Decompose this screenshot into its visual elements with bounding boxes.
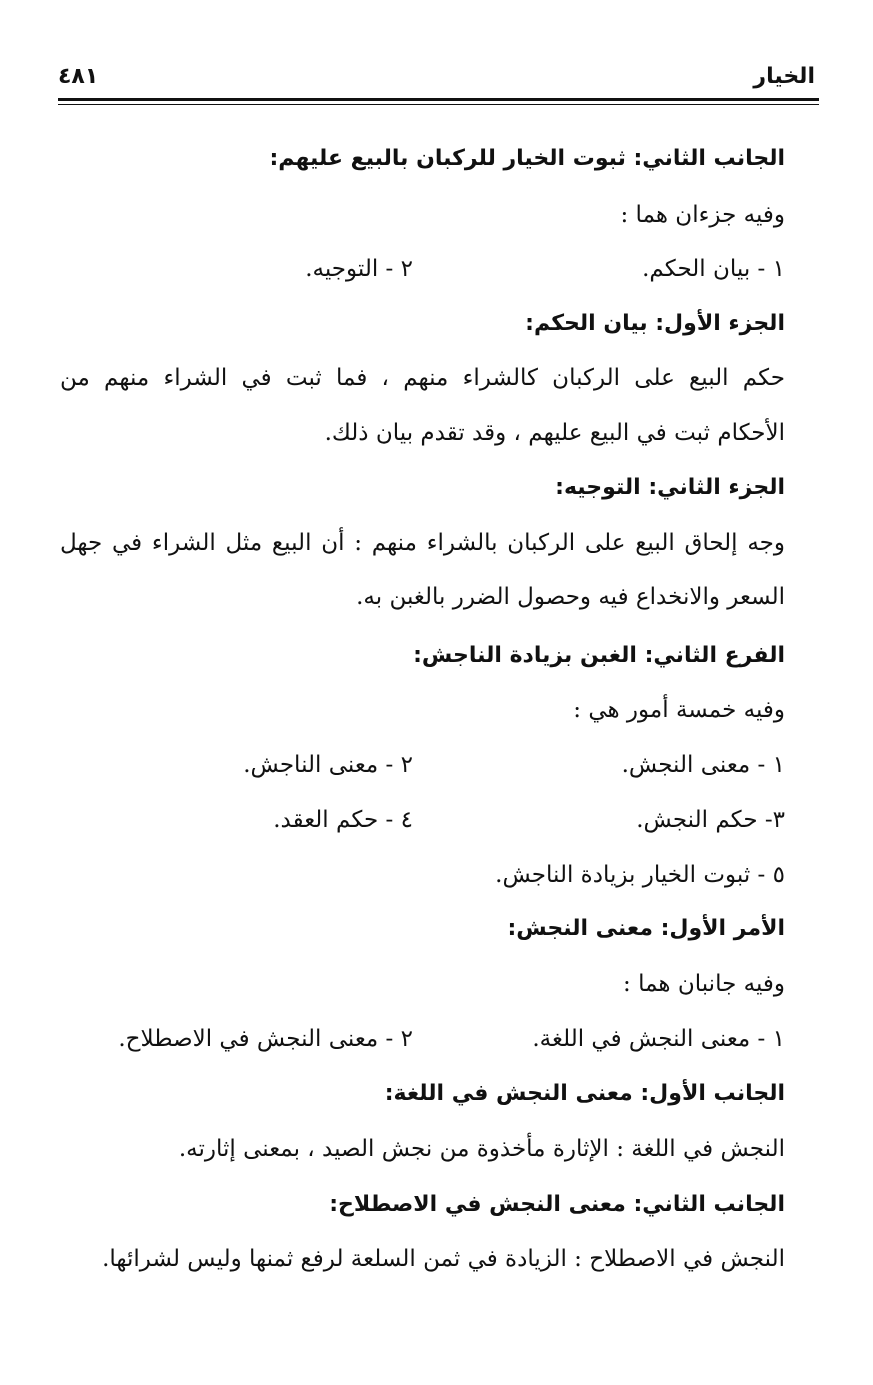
section-heading: الجانب الثاني: ثبوت الخيار للركبان بالبيع عليهم: (269, 146, 785, 171)
paragraph: النجش في الاصطلاح : الزيادة في ثمن السلعة لرفع ثمنها وليس لشرائها. (102, 1246, 785, 1272)
paragraph-line: وجه إلحاق البيع على الركبان بالشراء منهم : أن البيع مثل الشراء في جهل (60, 530, 785, 556)
list-item: ٢ - التوجيه. (305, 256, 413, 282)
header-rule (58, 98, 819, 101)
section-heading: الجزء الثاني: التوجيه: (555, 475, 785, 500)
section-heading: الجانب الثاني: معنى النجش في الاصطلاح: (329, 1192, 785, 1217)
section-heading: الجانب الأول: معنى النجش في اللغة: (384, 1081, 785, 1106)
header-rule-thin (58, 104, 819, 105)
page-number: ٤٨١ (58, 64, 99, 89)
paragraph-line: السعر والانخداع فيه وحصول الضرر بالغبن به. (356, 584, 785, 610)
list-item: ٢ - معنى النجش في الاصطلاح. (118, 1026, 413, 1052)
list-item: ٤ - حكم العقد. (273, 807, 413, 833)
paragraph: وفيه جزءان هما : (620, 202, 785, 228)
list-item: ١ - معنى النجش. (621, 752, 785, 778)
paragraph: وفيه خمسة أمور هي : (573, 697, 785, 723)
list-item: ٥ - ثبوت الخيار بزيادة الناجش. (495, 862, 785, 888)
running-header-title: الخيار (753, 64, 815, 89)
paragraph-line: حكم البيع على الركبان كالشراء منهم ، فما ثبت في الشراء منهم من (60, 365, 785, 391)
paragraph-line: الأحكام ثبت في البيع عليهم ، وقد تقدم بيان ذلك. (324, 420, 785, 446)
list-item: ١ - معنى النجش في اللغة. (532, 1026, 785, 1052)
list-item: ١ - بيان الحكم. (642, 256, 785, 282)
paragraph: وفيه جانبان هما : (623, 971, 785, 997)
list-item: ٢ - معنى الناجش. (243, 752, 413, 778)
list-item: ٣- حكم النجش. (636, 807, 785, 833)
section-heading: الجزء الأول: بيان الحكم: (525, 311, 785, 336)
section-heading: الأمر الأول: معنى النجش: (507, 916, 785, 941)
paragraph: النجش في اللغة : الإثارة مأخذوة من نجش الصيد ، بمعنى إثارته. (178, 1136, 785, 1162)
section-heading: الفرع الثاني: الغبن بزيادة الناجش: (413, 643, 785, 668)
